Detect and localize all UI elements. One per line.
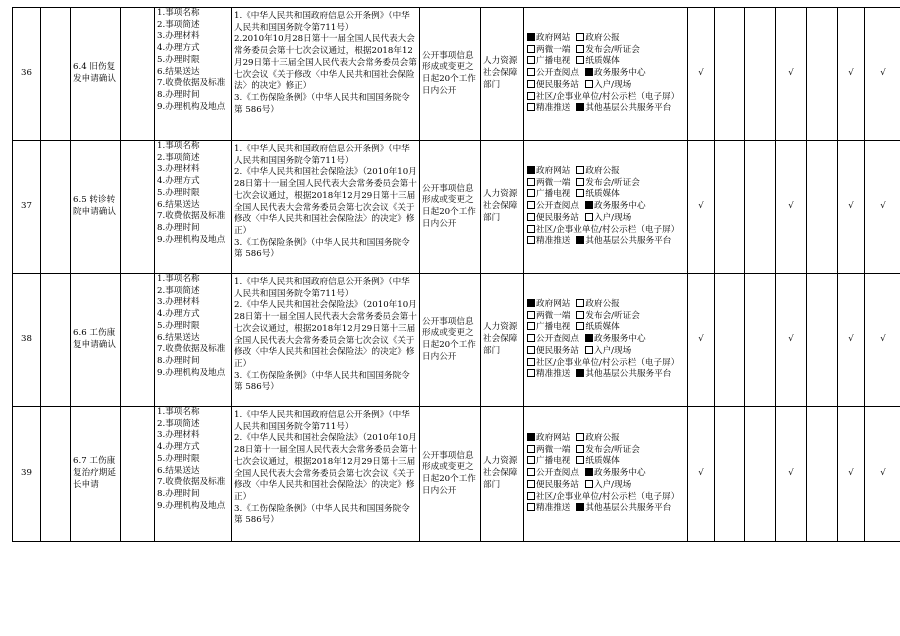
unchecked-box-icon bbox=[527, 358, 535, 366]
unchecked-box-icon bbox=[527, 68, 535, 76]
channel-line bbox=[527, 103, 685, 115]
channel-line bbox=[527, 189, 685, 201]
channel-line bbox=[527, 56, 685, 68]
channel-line bbox=[527, 480, 685, 492]
channel-label: 精准推送 bbox=[536, 369, 571, 380]
channel-label: 纸质媒体 bbox=[585, 56, 620, 67]
empty-cell bbox=[121, 407, 155, 542]
element-line: 3.办理材料 bbox=[157, 31, 200, 42]
channel-line bbox=[527, 33, 685, 45]
channel-line bbox=[527, 346, 685, 358]
channel-label: 社区/企事业单位/村公示栏（电子屏） bbox=[536, 357, 680, 368]
channel-line bbox=[527, 433, 685, 445]
scope-check-cell bbox=[807, 8, 838, 141]
channel-label: 广播电视 bbox=[536, 189, 571, 200]
scope-check-cell: √ bbox=[865, 8, 900, 141]
item-name: 6.5 转诊转院申请确认 bbox=[71, 141, 121, 274]
checked-box-icon bbox=[576, 503, 584, 511]
channel-line bbox=[527, 492, 685, 504]
unchecked-box-icon bbox=[527, 334, 535, 342]
scope-check-cell: √ bbox=[838, 8, 865, 141]
checked-box-icon bbox=[585, 334, 593, 342]
channel-label: 其他基层公共服务平台 bbox=[585, 103, 672, 114]
channel-line bbox=[527, 503, 685, 515]
disclosure-channels bbox=[524, 274, 688, 407]
unchecked-box-icon bbox=[585, 213, 593, 221]
scope-check-cell bbox=[745, 141, 776, 274]
unchecked-box-icon bbox=[527, 236, 535, 244]
basis-line: 2.《中华人民共和国社会保险法》（2010年10月28日第十一届全国人民代表大会常务委员会第十七次会议通过，根据2018年12月29日第十三届全国人民代表大会常务委员会第七次会议《关于修改〈中华人民共和国社会保险法〉的决定》修正） bbox=[234, 300, 417, 369]
item-name: 6.6 工伤康复申请确认 bbox=[71, 274, 121, 407]
disclosure-elements bbox=[155, 407, 232, 542]
basis-line: 3.《工伤保险条例》（中华人民共和国国务院令第 586号） bbox=[234, 370, 410, 393]
table-row bbox=[13, 407, 900, 542]
element-line: 9.办理机构及地点 bbox=[157, 234, 226, 245]
channel-label: 政府网站 bbox=[536, 33, 571, 44]
time-limit: 公开事项信息形成或变更之日起20个工作日内公开 bbox=[420, 407, 481, 542]
scope-check-cell bbox=[807, 141, 838, 274]
scope-check-cell bbox=[807, 274, 838, 407]
element-line: 7.收费依据及标准 bbox=[157, 344, 226, 355]
channel-label: 政务服务中心 bbox=[593, 468, 646, 479]
channel-line bbox=[527, 322, 685, 334]
channel-line bbox=[527, 334, 685, 346]
channel-label: 政务服务中心 bbox=[593, 201, 646, 212]
channel-label: 两微一端 bbox=[536, 44, 571, 55]
unchecked-box-icon bbox=[576, 299, 584, 307]
channel-line bbox=[527, 456, 685, 468]
element-line: 8.办理时间 bbox=[157, 488, 200, 499]
element-line: 3.办理材料 bbox=[157, 164, 200, 175]
legal-basis bbox=[232, 141, 420, 274]
legal-basis bbox=[232, 274, 420, 407]
element-line: 3.办理材料 bbox=[157, 297, 200, 308]
element-line: 6.结果送达 bbox=[157, 332, 200, 343]
unchecked-box-icon bbox=[576, 456, 584, 464]
channel-line bbox=[527, 92, 685, 104]
scope-check-cell bbox=[715, 141, 745, 274]
empty-cell bbox=[121, 141, 155, 274]
disclosure-channels bbox=[524, 141, 688, 274]
scope-check-cell: √ bbox=[865, 274, 900, 407]
channel-label: 发布会/听证会 bbox=[585, 310, 640, 321]
scope-check-cell bbox=[715, 407, 745, 542]
element-line: 7.收费依据及标准 bbox=[157, 78, 226, 89]
unchecked-box-icon bbox=[576, 33, 584, 41]
channel-line bbox=[527, 468, 685, 480]
empty-cell bbox=[41, 274, 71, 407]
unchecked-box-icon bbox=[527, 225, 535, 233]
unchecked-box-icon bbox=[527, 178, 535, 186]
channel-label: 精准推送 bbox=[536, 236, 571, 247]
channel-label: 便民服务站 bbox=[536, 79, 579, 90]
scope-check-cell bbox=[715, 274, 745, 407]
scope-check-cell: √ bbox=[838, 407, 865, 542]
channel-label: 两微一端 bbox=[536, 310, 571, 321]
unchecked-box-icon bbox=[576, 311, 584, 319]
channel-line bbox=[527, 80, 685, 92]
basis-line: 2.《中华人民共和国社会保险法》（2010年10月28日第十一届全国人民代表大会常务委员会第十七次会议通过，根据2018年12月29日第十三届全国人民代表大会常务委员会第七次会议《关于修改〈中华人民共和国社会保险法〉的决定》修正） bbox=[234, 433, 417, 502]
unchecked-box-icon bbox=[527, 456, 535, 464]
channel-label: 便民服务站 bbox=[536, 479, 579, 490]
channel-label: 广播电视 bbox=[536, 322, 571, 333]
unchecked-box-icon bbox=[576, 45, 584, 53]
element-line: 7.收费依据及标准 bbox=[157, 477, 226, 488]
element-line: 4.办理方式 bbox=[157, 43, 200, 54]
scope-check-cell bbox=[745, 274, 776, 407]
channel-label: 政府公报 bbox=[585, 299, 620, 310]
unchecked-box-icon bbox=[527, 492, 535, 500]
channel-label: 政府网站 bbox=[536, 166, 571, 177]
unchecked-box-icon bbox=[576, 166, 584, 174]
channel-label: 其他基层公共服务平台 bbox=[585, 369, 672, 380]
channel-label: 政务服务中心 bbox=[593, 68, 646, 79]
channel-label: 其他基层公共服务平台 bbox=[585, 503, 672, 514]
element-line: 4.办理方式 bbox=[157, 176, 200, 187]
element-line: 1.事项名称 bbox=[157, 407, 200, 417]
empty-cell bbox=[121, 8, 155, 141]
channel-label: 纸质媒体 bbox=[585, 322, 620, 333]
basis-line: 3.《工伤保险条例》（中华人民共和国国务院令第 586号） bbox=[234, 237, 410, 260]
channel-label: 公开查阅点 bbox=[536, 468, 579, 479]
item-name: 6.7 工伤康复治疗期延长申请 bbox=[71, 407, 121, 542]
unchecked-box-icon bbox=[527, 346, 535, 354]
element-line: 1.事项名称 bbox=[157, 141, 200, 151]
scope-check-cell: √ bbox=[865, 407, 900, 542]
scope-check-cell: √ bbox=[688, 274, 715, 407]
checked-box-icon bbox=[585, 201, 593, 209]
channel-label: 便民服务站 bbox=[536, 212, 579, 223]
element-line: 4.办理方式 bbox=[157, 309, 200, 320]
legal-basis bbox=[232, 8, 420, 141]
channel-label: 发布会/听证会 bbox=[585, 44, 640, 55]
responsible-department: 人力资源社会保障部门 bbox=[481, 407, 524, 542]
element-line: 6.结果送达 bbox=[157, 66, 200, 77]
disclosure-channels bbox=[524, 8, 688, 141]
unchecked-box-icon bbox=[527, 445, 535, 453]
table-row bbox=[13, 8, 900, 141]
scope-check-cell: √ bbox=[838, 141, 865, 274]
channel-label: 发布会/听证会 bbox=[585, 177, 640, 188]
disclosure-elements bbox=[155, 8, 232, 141]
unchecked-box-icon bbox=[527, 322, 535, 330]
element-line: 5.办理时限 bbox=[157, 187, 200, 198]
basis-line: 2.《中华人民共和国社会保险法》（2010年10月28日第十一届全国人民代表大会常务委员会第十七次会议通过，根据2018年12月29日第十三届全国人民代表大会常务委员会第七次会议《关于修改〈中华人民共和国社会保险法〉的决定》修正） bbox=[234, 167, 417, 236]
checked-box-icon bbox=[527, 166, 535, 174]
channel-label: 其他基层公共服务平台 bbox=[585, 236, 672, 247]
checked-box-icon bbox=[585, 68, 593, 76]
element-line: 8.办理时间 bbox=[157, 355, 200, 366]
unchecked-box-icon bbox=[576, 56, 584, 64]
scope-check-cell bbox=[745, 407, 776, 542]
element-line: 1.事项名称 bbox=[157, 274, 200, 284]
basis-line: 2.2010年10月28日第十一届全国人民代表大会常务委员会第十七次会议通过，根据2018年12月29日第十三届全国人民代表大会常务委员会第七次会议《关于修改〈中华人民共和国社会保险法〉的决定》修正） bbox=[234, 34, 417, 92]
channel-label: 公开查阅点 bbox=[536, 334, 579, 345]
responsible-department: 人力资源社会保障部门 bbox=[481, 274, 524, 407]
scope-check-cell: √ bbox=[688, 141, 715, 274]
checked-box-icon bbox=[576, 236, 584, 244]
scope-check-cell bbox=[807, 407, 838, 542]
element-line: 7.收费依据及标准 bbox=[157, 211, 226, 222]
element-line: 1.事项名称 bbox=[157, 8, 200, 18]
table-row bbox=[13, 274, 900, 407]
channel-label: 两微一端 bbox=[536, 444, 571, 455]
element-line: 8.办理时间 bbox=[157, 222, 200, 233]
unchecked-box-icon bbox=[576, 433, 584, 441]
disclosure-table bbox=[12, 7, 900, 542]
unchecked-box-icon bbox=[576, 178, 584, 186]
unchecked-box-icon bbox=[527, 369, 535, 377]
element-line: 4.办理方式 bbox=[157, 442, 200, 453]
element-line: 2.事项简述 bbox=[157, 19, 200, 30]
responsible-department: 人力资源社会保障部门 bbox=[481, 8, 524, 141]
channel-label: 精准推送 bbox=[536, 103, 571, 114]
channel-label: 两微一端 bbox=[536, 177, 571, 188]
channel-label: 政务服务中心 bbox=[593, 334, 646, 345]
basis-line: 1.《中华人民共和国政府信息公开条例》（中华人民共和国国务院令第711号） bbox=[234, 11, 410, 33]
row-number: 36 bbox=[13, 8, 41, 141]
channel-line bbox=[527, 311, 685, 323]
channel-line bbox=[527, 358, 685, 370]
element-line: 2.事项简述 bbox=[157, 285, 200, 296]
channel-label: 入户/现场 bbox=[593, 345, 632, 356]
channel-line bbox=[527, 213, 685, 225]
channel-line bbox=[527, 236, 685, 248]
unchecked-box-icon bbox=[527, 468, 535, 476]
scope-check-cell bbox=[745, 8, 776, 141]
element-line: 2.事项简述 bbox=[157, 418, 200, 429]
row-number: 37 bbox=[13, 141, 41, 274]
channel-label: 社区/企事业单位/村公示栏（电子屏） bbox=[536, 224, 680, 235]
channel-line bbox=[527, 68, 685, 80]
unchecked-box-icon bbox=[527, 503, 535, 511]
legal-basis bbox=[232, 407, 420, 542]
empty-cell bbox=[41, 141, 71, 274]
channel-label: 入户/现场 bbox=[593, 479, 632, 490]
scope-check-cell: √ bbox=[776, 407, 807, 542]
scope-check-cell: √ bbox=[776, 8, 807, 141]
checked-box-icon bbox=[576, 369, 584, 377]
channel-label: 广播电视 bbox=[536, 56, 571, 67]
unchecked-box-icon bbox=[527, 56, 535, 64]
channel-label: 发布会/听证会 bbox=[585, 444, 640, 455]
channel-label: 广播电视 bbox=[536, 456, 571, 467]
checked-box-icon bbox=[576, 103, 584, 111]
time-limit: 公开事项信息形成或变更之日起20个工作日内公开 bbox=[420, 274, 481, 407]
channel-line bbox=[527, 178, 685, 190]
element-line: 8.办理时间 bbox=[157, 89, 200, 100]
unchecked-box-icon bbox=[527, 189, 535, 197]
channel-label: 政府公报 bbox=[585, 433, 620, 444]
checked-box-icon bbox=[585, 468, 593, 476]
channel-label: 公开查阅点 bbox=[536, 68, 579, 79]
time-limit: 公开事项信息形成或变更之日起20个工作日内公开 bbox=[420, 8, 481, 141]
disclosure-channels bbox=[524, 407, 688, 542]
channel-label: 公开查阅点 bbox=[536, 201, 579, 212]
element-line: 3.办理材料 bbox=[157, 430, 200, 441]
unchecked-box-icon bbox=[576, 445, 584, 453]
element-line: 6.结果送达 bbox=[157, 465, 200, 476]
channel-line bbox=[527, 445, 685, 457]
unchecked-box-icon bbox=[527, 92, 535, 100]
element-line: 2.事项简述 bbox=[157, 152, 200, 163]
row-number: 39 bbox=[13, 407, 41, 542]
empty-cell bbox=[41, 407, 71, 542]
empty-cell bbox=[121, 274, 155, 407]
scope-check-cell: √ bbox=[865, 141, 900, 274]
channel-label: 入户/现场 bbox=[593, 212, 632, 223]
unchecked-box-icon bbox=[585, 480, 593, 488]
channel-label: 政府网站 bbox=[536, 299, 571, 310]
channel-line bbox=[527, 201, 685, 213]
basis-line: 1.《中华人民共和国政府信息公开条例》（中华人民共和国国务院令第711号） bbox=[234, 144, 410, 166]
unchecked-box-icon bbox=[527, 213, 535, 221]
unchecked-box-icon bbox=[585, 346, 593, 354]
channel-line bbox=[527, 369, 685, 381]
unchecked-box-icon bbox=[527, 201, 535, 209]
channel-label: 入户/现场 bbox=[593, 79, 632, 90]
item-name: 6.4 旧伤复发申请确认 bbox=[71, 8, 121, 141]
basis-line: 1.《中华人民共和国政府信息公开条例》（中华人民共和国国务院令第711号） bbox=[234, 277, 410, 299]
element-line: 9.办理机构及地点 bbox=[157, 367, 226, 378]
channel-line bbox=[527, 299, 685, 311]
basis-line: 3.《工伤保险条例》（中华人民共和国国务院令第 586号） bbox=[234, 503, 410, 526]
scope-check-cell: √ bbox=[776, 141, 807, 274]
responsible-department: 人力资源社会保障部门 bbox=[481, 141, 524, 274]
unchecked-box-icon bbox=[527, 80, 535, 88]
unchecked-box-icon bbox=[576, 189, 584, 197]
disclosure-elements bbox=[155, 141, 232, 274]
time-limit: 公开事项信息形成或变更之日起20个工作日内公开 bbox=[420, 141, 481, 274]
row-number: 38 bbox=[13, 274, 41, 407]
unchecked-box-icon bbox=[527, 45, 535, 53]
unchecked-box-icon bbox=[527, 103, 535, 111]
element-line: 6.结果送达 bbox=[157, 199, 200, 210]
element-line: 9.办理机构及地点 bbox=[157, 101, 226, 112]
channel-line bbox=[527, 225, 685, 237]
element-line: 5.办理时限 bbox=[157, 453, 200, 464]
scope-check-cell: √ bbox=[688, 407, 715, 542]
channel-label: 纸质媒体 bbox=[585, 456, 620, 467]
unchecked-box-icon bbox=[527, 480, 535, 488]
scope-check-cell bbox=[715, 8, 745, 141]
disclosure-elements bbox=[155, 274, 232, 407]
channel-label: 社区/企事业单位/村公示栏（电子屏） bbox=[536, 91, 680, 102]
unchecked-box-icon bbox=[527, 311, 535, 319]
scope-check-cell: √ bbox=[688, 8, 715, 141]
table-row bbox=[13, 141, 900, 274]
channel-label: 便民服务站 bbox=[536, 345, 579, 356]
unchecked-box-icon bbox=[585, 80, 593, 88]
element-line: 5.办理时限 bbox=[157, 54, 200, 65]
checked-box-icon bbox=[527, 33, 535, 41]
scope-check-cell: √ bbox=[776, 274, 807, 407]
channel-label: 政府网站 bbox=[536, 433, 571, 444]
checked-box-icon bbox=[527, 299, 535, 307]
channel-line bbox=[527, 166, 685, 178]
scope-check-cell: √ bbox=[838, 274, 865, 407]
channel-line bbox=[527, 45, 685, 57]
element-line: 9.办理机构及地点 bbox=[157, 500, 226, 511]
channel-label: 政府公报 bbox=[585, 166, 620, 177]
element-line: 5.办理时限 bbox=[157, 320, 200, 331]
basis-line: 3.《工伤保险条例》（中华人民共和国国务院令第 586号） bbox=[234, 92, 410, 115]
basis-line: 1.《中华人民共和国政府信息公开条例》（中华人民共和国国务院令第711号） bbox=[234, 410, 410, 432]
channel-label: 社区/企事业单位/村公示栏（电子屏） bbox=[536, 491, 680, 502]
empty-cell bbox=[41, 8, 71, 141]
channel-label: 政府公报 bbox=[585, 33, 620, 44]
channel-label: 精准推送 bbox=[536, 503, 571, 514]
channel-label: 纸质媒体 bbox=[585, 189, 620, 200]
checked-box-icon bbox=[527, 433, 535, 441]
unchecked-box-icon bbox=[576, 322, 584, 330]
